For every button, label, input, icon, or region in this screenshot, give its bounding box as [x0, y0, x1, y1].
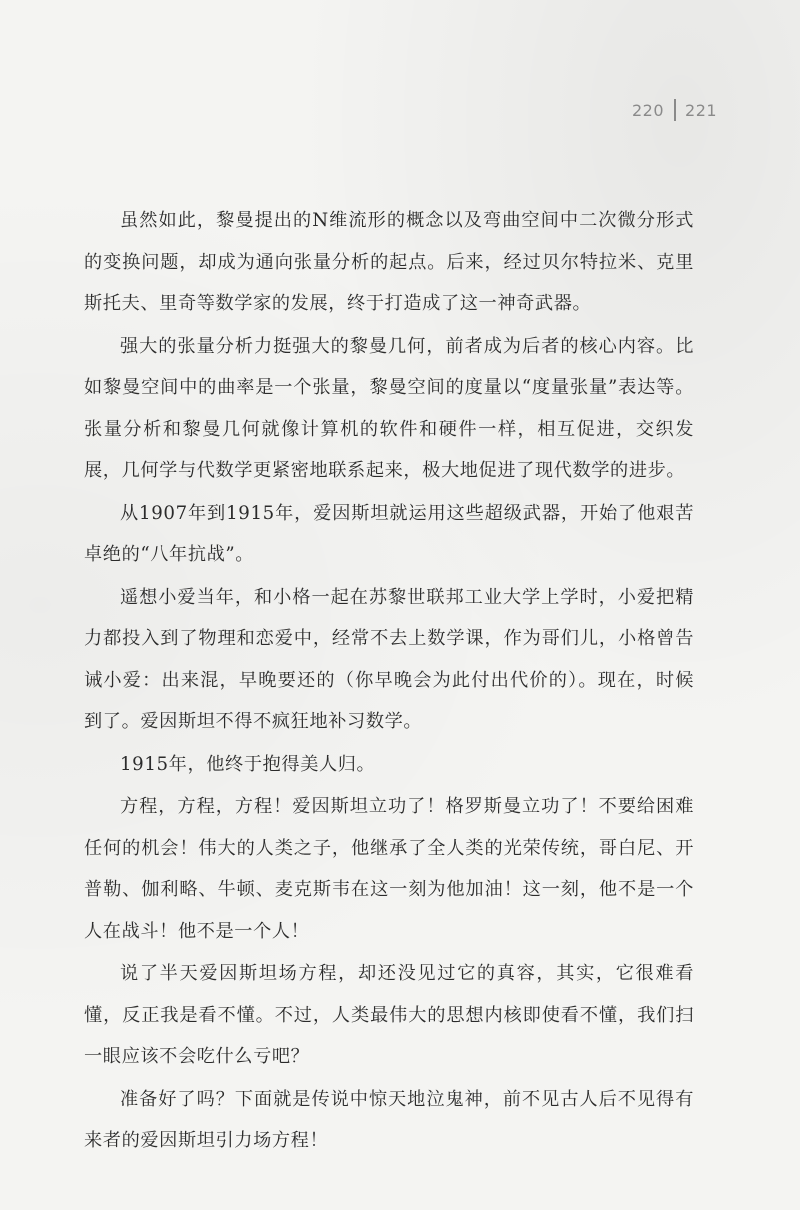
- page-number-divider: [674, 99, 676, 121]
- body-text: [84, 200, 694, 1162]
- paragraph: 说了半天爱因斯坦场方程，却还没见过它的真容，其实，它很难看懂，反正我是看不懂。不过，人类最伟大的思想内核即使看不懂，我们扫一眼应该不会吃什么亏吧？: [84, 963, 694, 1067]
- paragraph: 1915年，他终于抱得美人归。: [120, 753, 376, 775]
- paragraph: 方程，方程，方程！爱因斯坦立功了！格罗斯曼立功了！不要给困难任何的机会！伟大的人类之子，他继承了全人类的光荣传统，哥白尼、开普勒、伽利略、牛顿、麦克斯韦在这一刻为他加油！这一刻，他不是一个人在战斗！他不是一个人！: [84, 796, 694, 942]
- page-number-header: [632, 99, 717, 121]
- paragraph: 遥想小爱当年，和小格一起在苏黎世联邦工业大学上学时，小爱把精力都投入到了物理和恋爱中，经常不去上数学课，作为哥们儿，小格曾告诫小爱：出来混，早晚要还的（你早晚会为此付出代价的）。现在，时候到了。爱因斯坦不得不疯狂地补习数学。: [84, 586, 694, 732]
- paragraph: 强大的张量分析力挺强大的黎曼几何，前者成为后者的核心内容。比如黎曼空间中的曲率是一个张量，黎曼空间的度量以“度量张量”表达等。张量分析和黎曼几何就像计算机的软件和硬件一样，相互促进，交织发展，几何学与代数学更紧密地联系起来，极大地促进了现代数学的进步。: [84, 335, 694, 481]
- paragraph: 虽然如此，黎曼提出的N维流形的概念以及弯曲空间中二次微分形式的变换问题，却成为通向张量分析的起点。后来，经过贝尔特拉米、克里斯托夫、里奇等数学家的发展，终于打造成了这一神奇武器。: [84, 210, 694, 314]
- page-number-left: 220: [632, 100, 665, 120]
- paragraph: 准备好了吗？下面就是传说中惊天地泣鬼神，前不见古人后不见得有来者的爱因斯坦引力场方程！: [84, 1088, 694, 1151]
- paragraph: 从1907年到1915年，爱因斯坦就运用这些超级武器，开始了他艰苦卓绝的“八年抗战”。: [84, 502, 694, 565]
- page-number-right: 221: [685, 100, 718, 120]
